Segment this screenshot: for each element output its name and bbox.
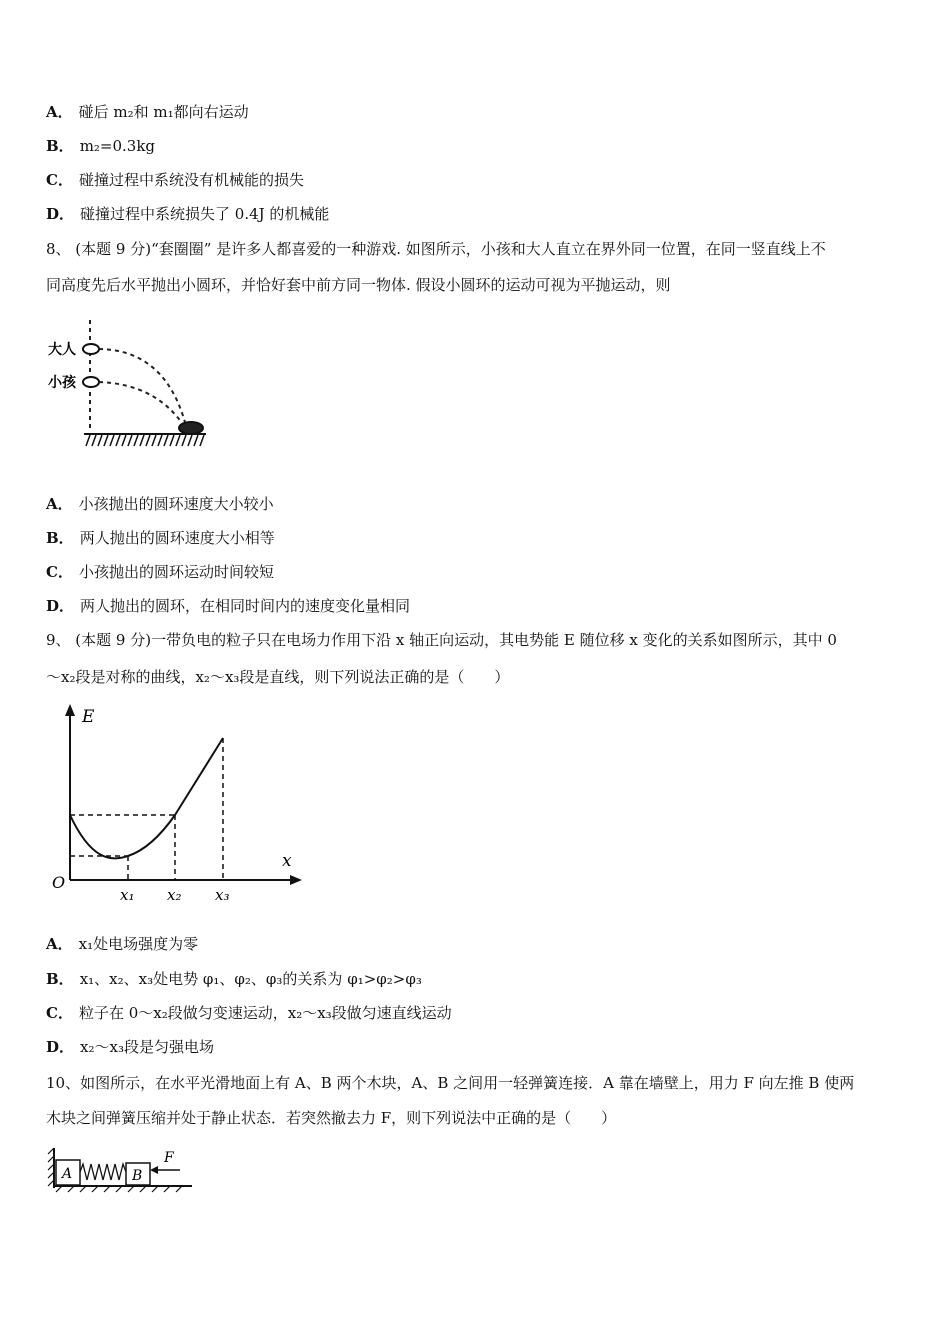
adult-trajectory [99, 349, 186, 426]
q10-spring-blocks-figure [46, 1144, 196, 1194]
q7-option-c: C． 碰撞过程中系统没有机械能的损失 [46, 171, 304, 189]
block-b-label: B [132, 1168, 143, 1184]
x-axis-arrow [290, 875, 302, 885]
q8-option-c: C． 小孩抛出的圆环运动时间较短 [46, 563, 274, 581]
y-axis-arrow [65, 704, 75, 716]
q8-stem-line1: 8、 (本题 9 分)“套圈圈” 是许多人都喜爱的一种游戏. 如图所示，小孩和大人直立在界外同一位置，在同一竖直线上不 [46, 240, 826, 258]
x-axis-label: x [282, 851, 292, 871]
tick-x3: x₃ [215, 886, 230, 904]
q10-stem-line2: 木块之间弹簧压缩并处于静止状态．若突然撤去力 F，则下列说法中正确的是（ ） [46, 1109, 617, 1127]
child-label: 小孩 [48, 375, 76, 391]
target-object [179, 422, 203, 434]
origin-label: O [52, 873, 66, 892]
adult-label: 大人 [48, 342, 76, 358]
q7-option-a: A． 碰后 m₂和 m₁都向右运动 [46, 103, 249, 121]
force-arrow-head [150, 1166, 158, 1174]
q9-stem-line1: 9、 (本题 9 分)一带负电的粒子只在电场力作用下沿 x 轴正向运动，其电势能 E 随位移 x 变化的关系如图所示，其中 0 [46, 631, 837, 649]
q9-option-b: B． x₁、x₂、x₃处电势 φ₁、φ₂、φ₃的关系为 φ₁>φ₂>φ₃ [46, 970, 422, 988]
ground-hatching [86, 435, 204, 446]
q10-stem-line1: 10、如图所示，在水平光滑地面上有 A、B 两个木块，A、B 之间用一轻弹簧连接．A 靠在墙壁上，用力 F 向左推 B 使两 [46, 1074, 855, 1092]
force-label: F [164, 1150, 174, 1166]
q8-option-d: D． 两人抛出的圆环，在相同时间内的速度变化量相同 [46, 597, 411, 615]
q9-option-c: C． 粒子在 0～x₂段做匀变速运动，x₂～x₃段做匀速直线运动 [46, 1004, 452, 1022]
q8-ring-toss-figure [46, 318, 216, 450]
adult-ring [83, 344, 99, 354]
y-axis-label: E [82, 707, 95, 727]
q9-option-d: D． x₂～x₃段是匀强电场 [46, 1038, 214, 1056]
energy-curve [70, 738, 223, 858]
q7-option-b: B． m₂=0.3kg [46, 137, 156, 155]
child-ring [83, 377, 99, 387]
tick-x2: x₂ [167, 886, 182, 904]
q8-option-a: A． 小孩抛出的圆环速度大小较小 [46, 495, 274, 513]
spring [80, 1164, 126, 1180]
q9-stem-line2: ～x₂段是对称的曲线，x₂～x₃段是直线，则下列说法正确的是（ ） [46, 668, 510, 686]
tick-x1: x₁ [120, 886, 135, 904]
q9-option-a: A． x₁处电场强度为零 [46, 935, 199, 953]
q7-option-d: D． 碰撞过程中系统损失了 0.4J 的机械能 [46, 205, 330, 223]
q8-option-b: B． 两人抛出的圆环速度大小相等 [46, 529, 275, 547]
child-trajectory [99, 382, 184, 426]
block-a-label: A [62, 1166, 73, 1182]
q8-stem-line2: 同高度先后水平抛出小圆环，并恰好套中前方同一物体. 假设小圆环的运动可视为平抛运动，则 [46, 276, 671, 294]
q9-energy-graph [46, 700, 311, 905]
